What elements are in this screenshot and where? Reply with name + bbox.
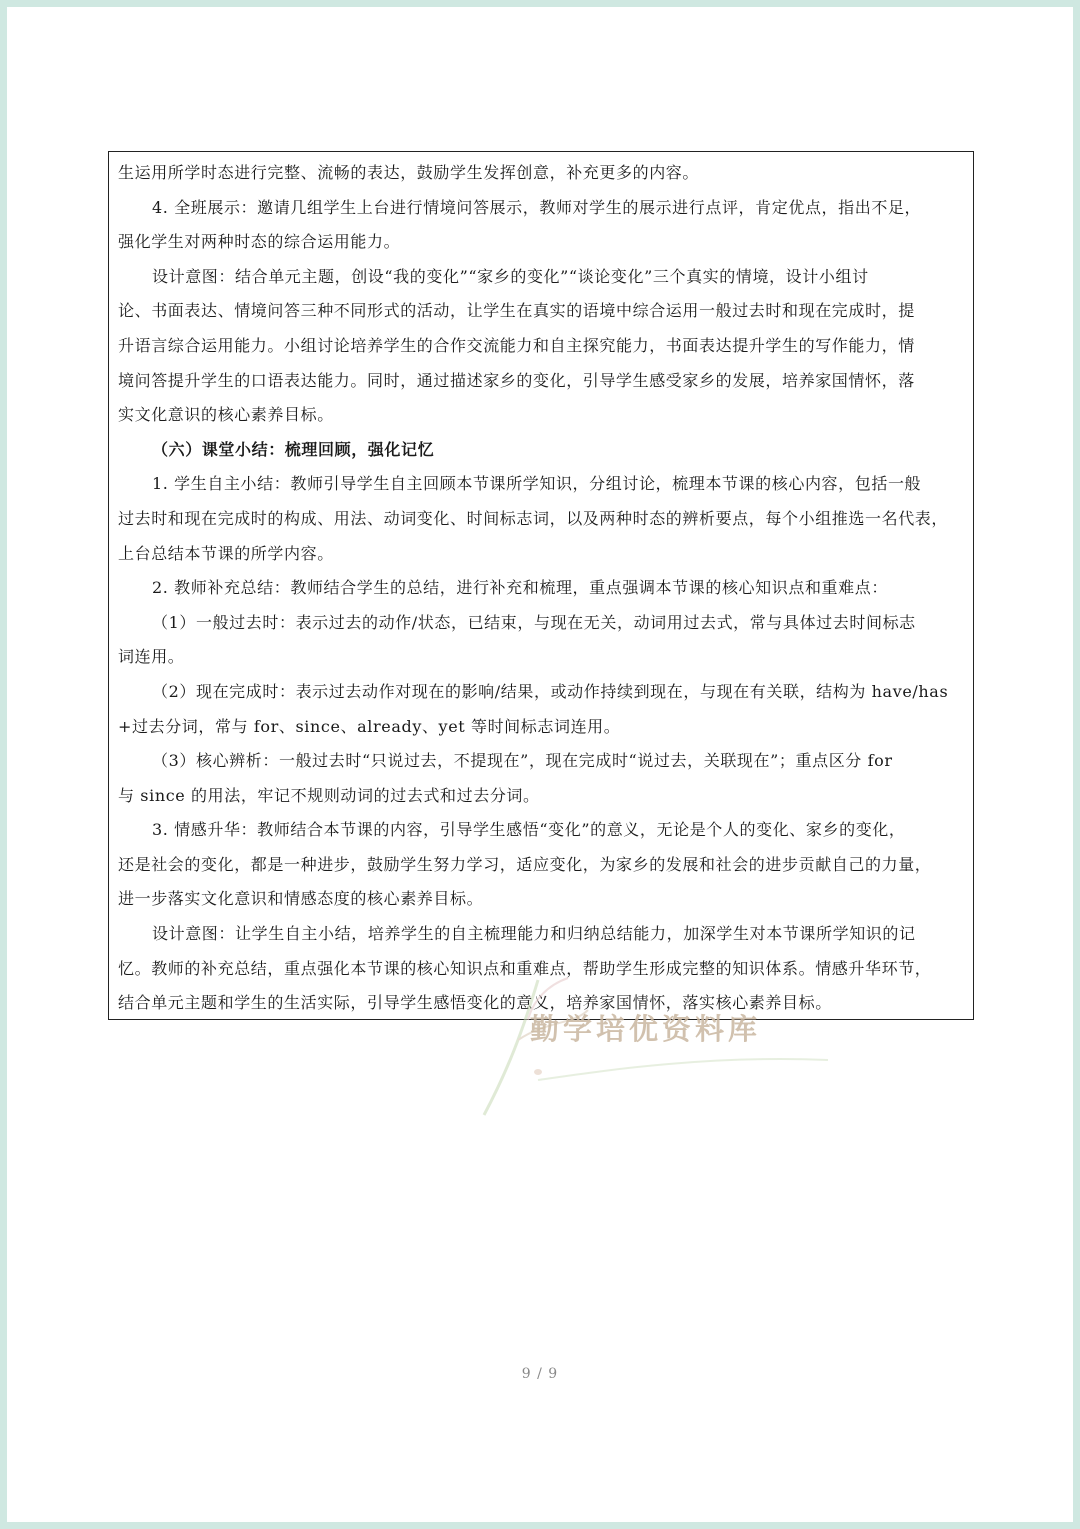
- text-line: 强化学生对两种时态的综合运用能力。: [118, 232, 401, 252]
- text-line: 设计意图：让学生自主小结，培养学生的自主梳理能力和归纳总结能力，加深学生对本节课所学知识的记: [152, 924, 916, 944]
- text-line: 4. 全班展示：邀请几组学生上台进行情境问答展示，教师对学生的展示进行点评，肯定优点，指出不足，: [152, 197, 922, 217]
- text-line: 还是社会的变化，都是一种进步，鼓励学生努力学习，适应变化，为家乡的发展和社会的进步贡献自己的力量，: [118, 854, 932, 874]
- text-line: 结合单元主题和学生的生活实际，引导学生感悟变化的意义，培养家国情怀，落实核心素养目标。: [118, 993, 832, 1013]
- text-line: （3）核心辨析：一般过去时“只说过去，不提现在”，现在完成时“说过去，关联现在”；重点区分 for: [152, 751, 893, 771]
- text-line: +过去分词，常与 for、since、already、yet 等时间标志词连用。: [118, 716, 621, 736]
- text-line: 实文化意识的核心素养目标。: [118, 405, 334, 425]
- text-line: 3. 情感升华：教师结合本节课的内容，引导学生感悟“变化”的意义，无论是个人的变化、家乡的变化，: [152, 820, 906, 840]
- text-line: 词连用。: [118, 647, 185, 667]
- text-line: 上台总结本节课的所学内容。: [118, 543, 334, 563]
- text-line: 1. 学生自主小结：教师引导学生自主回顾本节课所学知识，分组讨论，梳理本节课的核心内容，包括一般: [152, 474, 922, 494]
- text-line: 过去时和现在完成时的构成、用法、动词变化、时间标志词，以及两种时态的辨析要点，每个小组推选一名代表，: [118, 508, 949, 528]
- text-line: 忆。教师的补充总结，重点强化本节课的核心知识点和重难点，帮助学生形成完整的知识体系。情感升华环节，: [118, 958, 932, 978]
- text-line: 2. 教师补充总结：教师结合学生的总结，进行补充和梳理，重点强调本节课的核心知识点和重难点：: [152, 578, 888, 598]
- watermark-text: 勤学培优资料库: [530, 1012, 762, 1046]
- section-heading: （六）课堂小结：梳理回顾，强化记忆: [152, 439, 435, 459]
- text-line: 与 since 的用法，牢记不规则动词的过去式和过去分词。: [118, 785, 540, 805]
- text-line: 升语言综合运用能力。小组讨论培养学生的合作交流能力和自主探究能力，书面表达提升学生的写作能力，情: [118, 335, 915, 355]
- text-line: 论、书面表达、情境问答三种不同形式的活动，让学生在真实的语境中综合运用一般过去时和现在完成时，提: [118, 301, 915, 321]
- text-line: （2）现在完成时：表示过去动作对现在的影响/结果，或动作持续到现在，与现在有关联，结构为 have/has: [152, 681, 949, 701]
- document-text-box: [108, 151, 974, 1020]
- text-line: 进一步落实文化意识和情感态度的核心素养目标。: [118, 889, 484, 909]
- text-line: （1）一般过去时：表示过去的动作/状态，已结束，与现在无关，动词用过去式，常与具体过去时间标志: [152, 612, 916, 632]
- page-number: 9 / 9: [521, 1366, 559, 1382]
- text-line: 境问答提升学生的口语表达能力。同时，通过描述家乡的变化，引导学生感受家乡的发展，培养家国情怀，落: [118, 370, 915, 390]
- text-line: 设计意图：结合单元主题，创设“我的变化”“家乡的变化”“谈论变化”三个真实的情境，设计小组讨: [152, 266, 869, 286]
- text-line: 生运用所学时态进行完整、流畅的表达，鼓励学生发挥创意，补充更多的内容。: [118, 163, 700, 182]
